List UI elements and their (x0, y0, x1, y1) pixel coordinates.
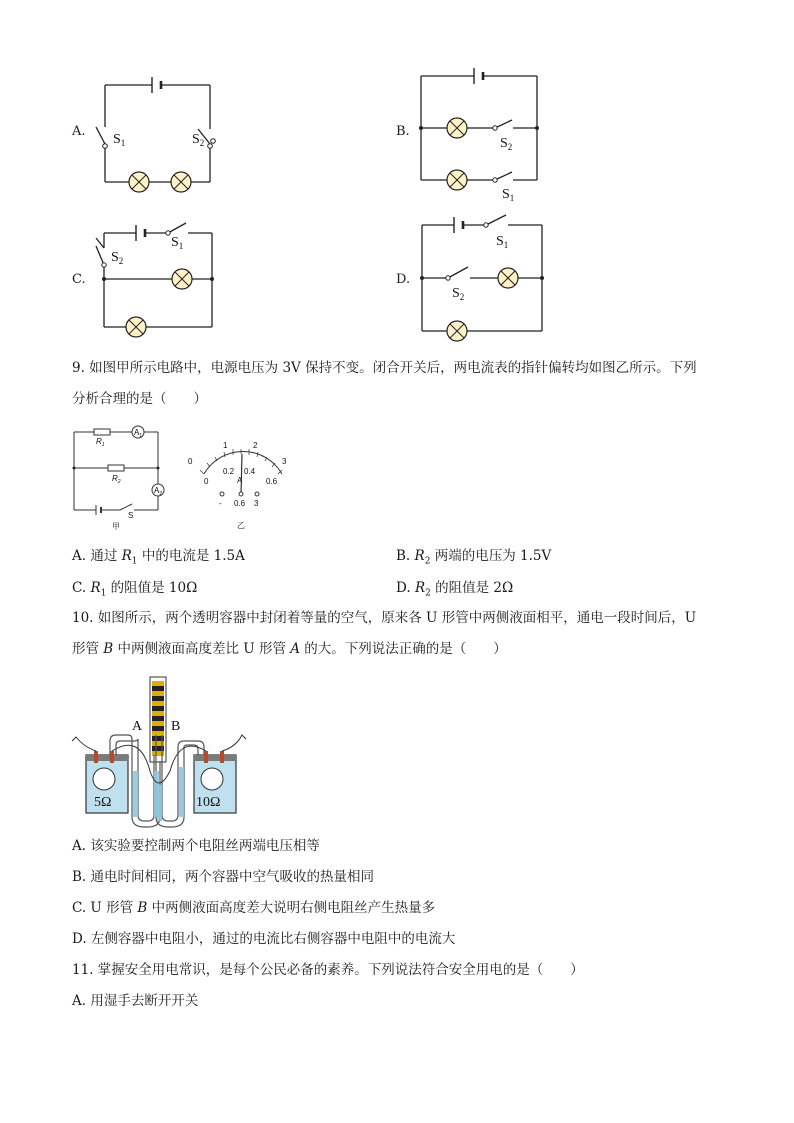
q10-figure (70, 675, 250, 820)
q8-option-d-letter[interactable]: D. (396, 272, 411, 287)
label-b: B (171, 719, 181, 734)
meter-needle (241, 454, 242, 494)
label-5-ohm: 5Ω (94, 795, 112, 810)
q9-option-c[interactable]: C. $R_1$ 的阻值是 10Ω (72, 580, 198, 599)
q8-circuit-c (100, 218, 240, 338)
battery-icon (454, 217, 463, 233)
q8-option-c-letter[interactable]: C. (72, 272, 86, 287)
q10-option-d[interactable]: D. 左侧容器中电阻小，通过的电流比右侧容器中电阻中的电流大 (72, 931, 456, 947)
svg-text:A: A (237, 476, 243, 485)
svg-text:0: 0 (204, 477, 209, 486)
q11-stem: 11. 掌握安全用电常识，是每个公民必备的素养。下列说法符合安全用电的是（ ） (72, 962, 584, 978)
label-10-ohm: 10Ω (196, 795, 221, 810)
q8-circuit-a (100, 72, 240, 187)
lamp-icon (447, 118, 467, 138)
q9-option-d[interactable]: D. $R_2$ 的阻值是 2Ω (396, 580, 514, 599)
meter-scale-ticks (200, 449, 282, 474)
lamp-icon (447, 170, 467, 190)
q9-stem-line2: 分析合理的是（ ） (72, 391, 207, 407)
q10-stem-line1: 10. 如图所示，两个透明容器中封闭着等量的空气，原来各 U 形管中两侧液面相平，通电一段时间后，U (72, 610, 697, 626)
resistor-r1 (94, 429, 110, 435)
q9-figure-jia (70, 422, 170, 532)
lamp-icon (126, 317, 146, 337)
label-switch: S (128, 511, 134, 520)
battery-icon (152, 77, 161, 93)
svg-text:3: 3 (282, 457, 287, 466)
svg-text:3: 3 (254, 499, 259, 508)
q9-figure-yi (186, 436, 296, 531)
label-s1: $S_1$ (113, 132, 126, 148)
battery-icon (96, 505, 101, 515)
battery-icon (474, 68, 483, 84)
lamp-icon (447, 321, 467, 341)
caption-jia: 甲 (112, 522, 120, 531)
label-s2: $S_2$ (192, 132, 205, 148)
svg-text:1: 1 (223, 441, 228, 450)
q8-circuit-b (418, 66, 558, 203)
svg-text:2: 2 (253, 441, 258, 450)
ammeter-a2 (152, 484, 164, 497)
q8-option-b-letter[interactable]: B. (396, 124, 410, 139)
svg-text:0.6: 0.6 (234, 499, 246, 508)
q9-option-a[interactable]: A. 通过 $R_1$ 中的电流是 1.5A (72, 548, 245, 567)
lamp-icon (171, 172, 191, 192)
svg-text:A1: $A_1$ (134, 428, 143, 439)
caption-yi: 乙 (237, 521, 245, 530)
battery-icon (136, 225, 145, 241)
q10-option-b[interactable]: B. 通电时间相同，两个容器中空气吸收的热量相同 (72, 869, 375, 885)
svg-text:0.4: 0.4 (244, 467, 256, 476)
q10-option-c[interactable]: C. U 形管 B 中两侧液面高度差大说明右侧电阻丝产生热量多 (72, 900, 436, 916)
lamp-icon (129, 172, 149, 192)
label-s2: $S_2$ (500, 136, 513, 152)
svg-text:-: - (219, 499, 222, 508)
q9-option-b[interactable]: B. $R_2$ 两端的电压为 1.5V (396, 548, 552, 567)
label-s1: $S_1$ (171, 235, 184, 251)
q10-stem-line2: 形管 B 中两侧液面高度差比 U 形管 A 的大。下列说法正确的是（ ） (72, 641, 507, 657)
lamp-icon (172, 269, 192, 289)
label-s1: $S_1$ (496, 234, 509, 250)
ammeter-a1 (132, 426, 144, 439)
svg-text:R1: $R_1$ (96, 437, 105, 448)
label-s2: $S_2$ (452, 286, 465, 302)
svg-text:R2: $R_2$ (112, 474, 121, 485)
resistor-r2 (108, 465, 124, 471)
svg-text:A2: $A_2$ (154, 486, 163, 497)
svg-text:0.2: 0.2 (223, 467, 235, 476)
q10-option-a[interactable]: A. 该实验要控制两个电阻丝两端电压相等 (72, 838, 320, 854)
q8-circuit-d (418, 210, 558, 335)
label-s2: $S_2$ (111, 250, 124, 266)
q9-stem-line1: 9. 如图甲所示电路中，电源电压为 3V 保持不变。闭合开关后，两电流表的指针偏转均如图乙所示。下列 (72, 360, 697, 376)
label-s1: $S_1$ (502, 187, 515, 203)
lamp-icon (498, 268, 518, 288)
label-a: A (132, 719, 143, 734)
q11-option-a[interactable]: A. 用湿手去断开开关 (72, 993, 199, 1009)
svg-text:0.6: 0.6 (266, 477, 278, 486)
svg-text:0: 0 (188, 457, 193, 466)
q8-option-a-letter[interactable]: A. (72, 124, 86, 139)
